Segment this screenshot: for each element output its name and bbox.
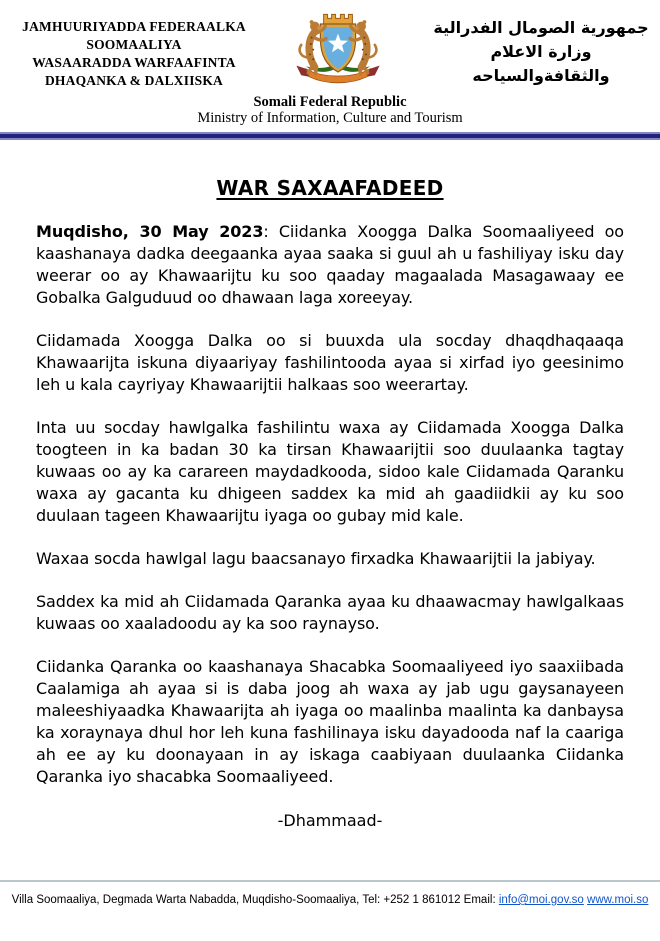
footer-divider (0, 880, 660, 882)
paragraph-operation-results: Inta uu socday hawlgalka fashilintu waxa ay Ciidamada Xoogga Dalka toogteen in ka badan 30 ka tirsan Khawaarijtii soo duulaanka tagtay kuwaas oo ay ka carareen maydadkooda, sidoo kale Ciidamada Qaranku waxa ay gacanta ku dhigeen saddex ka mid ah gaadiidkii ay ku soo duulaan tageen Khawaarijtu iyaga oo gubay mid kale. (36, 418, 624, 525)
footer-address: Villa Soomaaliya, Degmada Warta Nabadda, Muqdisho-Soomaaliya, Tel: +252 1 861012 Email: (11, 894, 499, 906)
ministry-somali-line: JAMHUURIYADDA FEDERAALKA (22, 19, 246, 34)
website-link[interactable]: www.moi.so (587, 894, 649, 906)
republic-title: Somali Federal Republic (253, 94, 407, 110)
crown-icon (324, 14, 353, 24)
ministry-arabic-line: جمهورية الصومال الفدرالية (433, 18, 649, 37)
ministry-name-somali (0, 8, 268, 90)
letterhead-grid (0, 8, 660, 96)
header-divider (0, 132, 660, 140)
letterhead-english (0, 94, 660, 126)
paragraph-campaign: Ciidanka Qaranka oo kaashanaya Shacabka Soomaaliyeed iyo saaxiibada Caalamiga ah ayaa si is daba joog ah waxa ay jab ugu gaysanayeen maleeshiyaadka Khawaarijta ah iyaga oo maalinba maalinta ka danbaysa ka xoraynaya dhul hor leh kuna fashilinaya isku dayadooda naf la caariga ah ee ay ku doonayaan in ay iskaga caabiyaan duulaanka Ciidanka Qaranka iyo shacabka Soomaaliyeed. (36, 657, 624, 786)
emblem-block (268, 8, 408, 96)
letterhead (0, 0, 660, 140)
paragraph-pursuit: Waxaa socda hawlgal lagu baacsanayo firxadka Khawaarijtii la jabiyay. (36, 549, 596, 568)
ministry-arabic-line: والثقافةوالسياحه (472, 66, 610, 85)
closing-line: -Dhammaad- (277, 811, 383, 830)
coat-of-arms-icon (290, 8, 386, 96)
ministry-arabic-line: وزارة الاعلام (490, 42, 592, 61)
paragraph-text: : Ciidanka Xoogga Dalka Soomaaliyeed oo kaashanaya dadka deegaanka ayaa saaka si guul ah u fashiliyay isku day weerar oo ay Khawaarijtu ku soo qaaday magaalada Masagawaay ee Gobalka Galguduud oo dhawaan laga xoreeyay. (36, 222, 624, 307)
press-release-title: WAR SAXAAFADEED (216, 176, 444, 200)
dateline: Muqdisho, 30 May 2023 (36, 222, 264, 241)
paragraph-casualties: Saddex ka mid ah Ciidamada Qaranka ayaa ku dhaawacmay hawlgalkaas kuwaas oo xaaladoodu ay ka soo raynayso. (36, 592, 624, 633)
ministry-somali-line: SOOMAALIYA (86, 37, 182, 52)
paragraph-army-response: Ciidamada Xoogga Dalka oo si buuxda ula socday dhaqdhaqaaqa Khawaarijta iskuna diyaariyay fashilintooda ayaa si xirfad iyo geesinimo leh u kala cayriyay Khawaarijtii halkaas soo weerartay. (36, 331, 624, 394)
ministry-somali-line: DHAQANKA & DALXIISKA (44, 73, 224, 88)
ministry-name-arabic (408, 8, 660, 88)
email-link[interactable]: info@moi.gov.so (498, 894, 584, 906)
paragraph-dateline (36, 221, 624, 309)
footer-contact (0, 894, 660, 906)
ministry-title-english: Ministry of Information, Culture and Tourism (197, 110, 463, 126)
ministry-somali-line: WASAARADDA WARFAAFINTA (32, 55, 236, 70)
press-release-body (0, 176, 660, 832)
